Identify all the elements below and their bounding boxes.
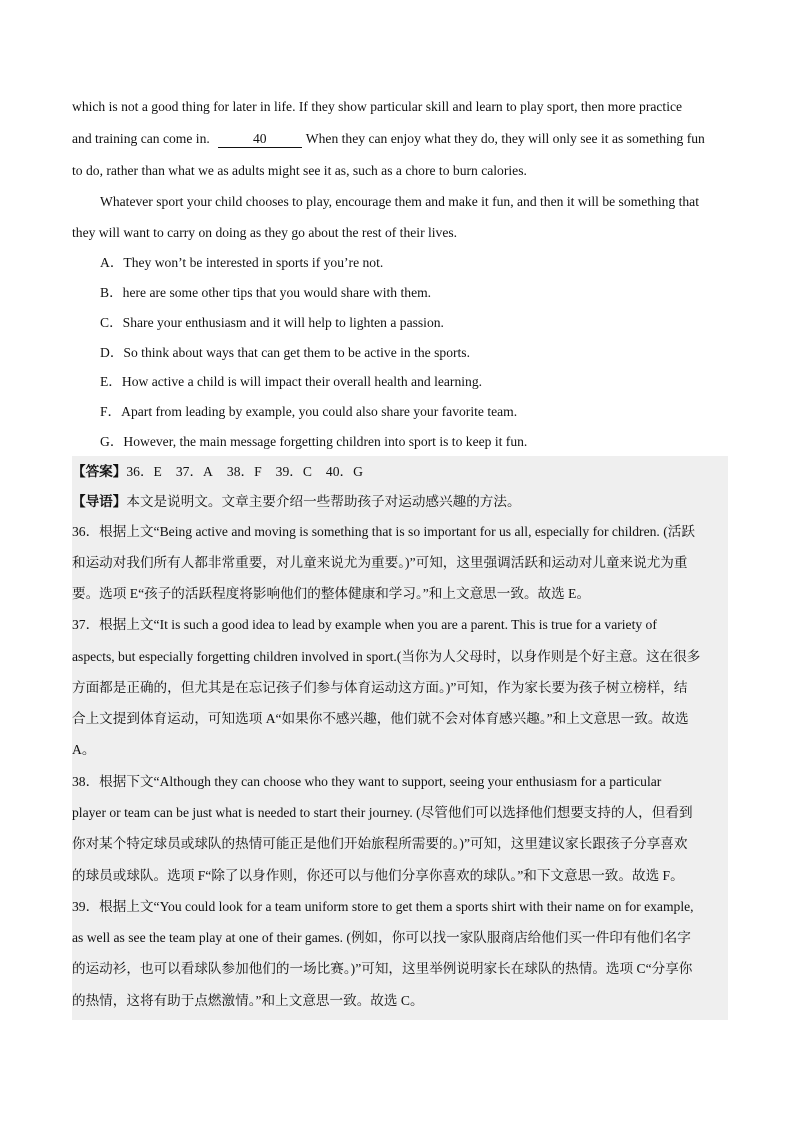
option-c: C．Share your enthusiasm and it will help to lighten a passion. xyxy=(100,315,444,330)
explanation-36-line-1: 36．根据上文“Being active and moving is something that is so important for us all, especially for children. (活跃 xyxy=(72,524,695,539)
guide-line xyxy=(72,492,728,512)
explanation-37-line-2: aspects, but especially forgetting children involved in sport.(当你为人父母时，以身作则是个好主意。这在很多 xyxy=(72,649,701,664)
answer-label: 【答案】 xyxy=(72,464,127,479)
option-d: D．So think about ways that can get them to be active in the sports. xyxy=(100,345,470,360)
answer-line xyxy=(72,462,728,482)
explanation-37-line-3: 方面都是正确的，但尤其是在忘记孩子们参与体育运动这方面。)”可知，作为家长要为孩子树立榜样，结 xyxy=(72,680,688,695)
blank-40: 40 xyxy=(218,131,302,148)
passage-line-2-start: and training can come in. xyxy=(72,131,210,146)
explanation-38-line-3: 你对某个特定球员或球队的热情可能正是他们开始旅程所需要的。)”可知，这里建议家长跟孩子分享喜欢 xyxy=(72,836,688,851)
explanation-39-line-3: 的运动衫，也可以看球队参加他们的一场比赛。)”可知，这里举例说明家长在球队的热情。选项 C“分享你 xyxy=(72,961,693,976)
answer-39: 39．C xyxy=(275,464,312,479)
answer-36: 36．E xyxy=(126,464,162,479)
explanation-38-line-2: player or team can be just what is needed to start their journey. (尽管他们可以选择他们想要支持的人，但看到 xyxy=(72,805,693,820)
option-a: A．They won’t be interested in sports if you’re not. xyxy=(100,255,384,270)
passage-line-2 xyxy=(72,129,728,149)
option-g: G．However, the main message forgetting children into sport is to keep it fun. xyxy=(100,434,528,449)
answer-37: 37．A xyxy=(175,464,213,479)
explanation-37-line-1: 37．根据上文“It is such a good idea to lead by example when you are a parent. This is true for a variety of xyxy=(72,617,657,632)
explanation-37-line-4: 合上文提到体育运动，可知选项 A“如果你不感兴趣，他们就不会对体育感兴趣。”和上文意思一致。故选 xyxy=(72,711,689,726)
explanation-38-line-4: 的球员或球队。选项 F“除了以身作则，你还可以与他们分享你喜欢的球队。”和下文意思一致。故选 F。 xyxy=(72,868,684,883)
explanation-38-line-1: 38．根据下文“Although they can choose who they want to support, seeing your enthusiasm for a particular xyxy=(72,774,662,789)
explanation-36-line-2: 和运动对我们所有人都非常重要，对儿童来说尤为重要。)”可知，这里强调活跃和运动对儿童来说尤为重 xyxy=(72,555,688,570)
passage-line-4: Whatever sport your child chooses to play, encourage them and make it fun, and then it will be something that xyxy=(100,194,699,209)
explanation-39-line-2: as well as see the team play at one of their games. (例如，你可以找一家队服商店给他们买一件印有他们名字 xyxy=(72,930,691,945)
explanation-37-line-5: A。 xyxy=(72,742,96,757)
answer-38: 38．F xyxy=(226,464,262,479)
guide-text: 本文是说明文。文章主要介绍一些帮助孩子对运动感兴趣的方法。 xyxy=(126,494,521,509)
answer-40: 40．G xyxy=(325,464,363,479)
explanation-39-line-4: 的热情，这将有助于点燃激情。”和上文意思一致。故选 C。 xyxy=(72,993,424,1008)
passage-line-3: to do, rather than what we as adults might see it as, such as a chore to burn calories. xyxy=(72,163,527,178)
explanation-36-line-3: 要。选项 E“孩子的活跃程度将影响他们的整体健康和学习。”和上文意思一致。故选 E。 xyxy=(72,586,591,601)
guide-label: 【导语】 xyxy=(72,494,127,509)
option-b: B．here are some other tips that you would share with them. xyxy=(100,285,432,300)
passage-line-5: they will want to carry on doing as they go about the rest of their lives. xyxy=(72,225,458,240)
option-f: F．Apart from leading by example, you could also share your favorite team. xyxy=(100,404,518,419)
passage-line-2-end: When they can enjoy what they do, they will only see it as something fun xyxy=(305,131,705,146)
option-e: E．How active a child is will impact their overall health and learning. xyxy=(100,374,483,389)
passage-line-1: which is not a good thing for later in life. If they show particular skill and learn to play sport, then more practice xyxy=(72,99,683,114)
explanation-39-line-1: 39．根据上文“You could look for a team uniform store to get them a sports shirt with their name on for example, xyxy=(72,899,694,914)
